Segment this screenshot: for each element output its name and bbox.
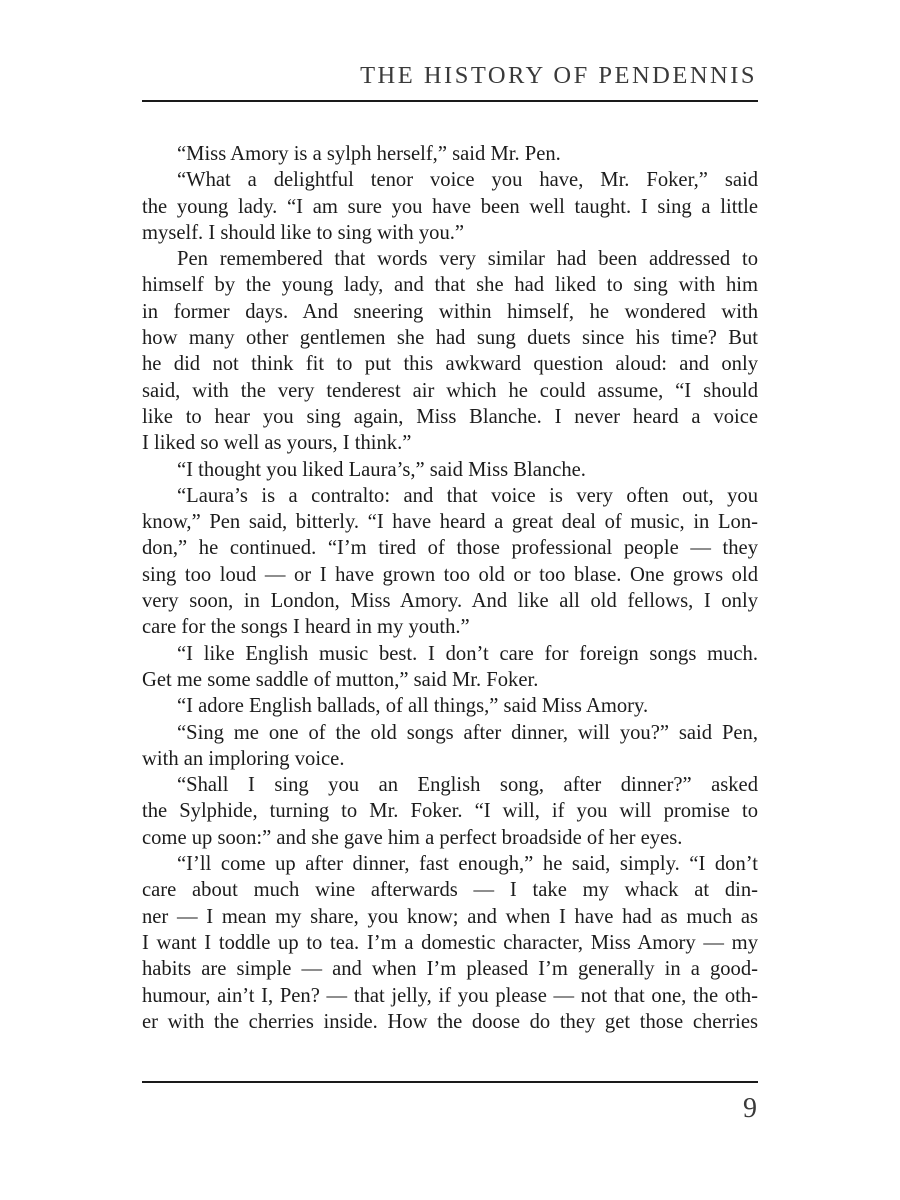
text-line: very soon, in London, Miss Amory. And like all old fellows, I only (142, 590, 758, 613)
header-rule (142, 100, 758, 102)
text-line: the young lady. “I am sure you have been well taught. I sing a little (142, 195, 758, 218)
text-line: said, with the very tenderest air which he could assume, “I should (142, 379, 758, 402)
text-line: “Miss Amory is a sylph herself,” said Mr. Pen. (177, 143, 561, 165)
text-line: care for the songs I heard in my youth.” (142, 616, 470, 639)
footer-rule (142, 1081, 758, 1083)
text-line: come up soon:” and she gave him a perfect broadside of her eyes. (142, 826, 683, 849)
text-line: myself. I should like to sing with you.” (142, 221, 465, 244)
running-head-title: THE HISTORY OF PENDENNIS (360, 62, 757, 89)
text-line: “I thought you liked Laura’s,” said Miss Blanche. (177, 458, 586, 481)
text-line: I liked so well as yours, I think.” (142, 432, 412, 455)
text-line: Get me some saddle of mutton,” said Mr. Foker. (142, 668, 539, 691)
text-line: the Sylphide, turning to Mr. Foker. “I will, if you will promise to (142, 800, 758, 823)
text-line: “I’ll come up after dinner, fast enough,” he said, simply. “I don’t (177, 853, 758, 876)
text-line: habits are simple — and when I’m pleased I’m generally in a good- (142, 958, 758, 981)
text-line: Pen remembered that words very similar had been addressed to (177, 248, 758, 271)
page-number: 9 (743, 1093, 757, 1124)
text-line: how many other gentlemen she had sung duets since his time? But (142, 327, 758, 350)
text-line: know,” Pen said, bitterly. “I have heard a great deal of music, in Lon- (142, 511, 758, 534)
text-line: humour, ain’t I, Pen? — that jelly, if you please — not that one, the oth- (142, 984, 758, 1007)
text-line: “Laura’s is a contralto: and that voice is very often out, you (177, 484, 758, 507)
text-line: himself by the young lady, and that she had liked to sing with him (142, 274, 758, 297)
text-line: care about much wine afterwards — I take my whack at din- (142, 879, 758, 902)
text-line: er with the cherries inside. How the doose do they get those cherries (142, 1010, 758, 1033)
text-line: I want I toddle up to tea. I’m a domestic character, Miss Amory — my (142, 931, 758, 954)
text-line: he did not think fit to put this awkward question aloud: and only (142, 353, 758, 376)
text-line: in former days. And sneering within himself, he wondered with (142, 300, 758, 323)
text-line: “Shall I sing you an English song, after dinner?” asked (177, 774, 758, 797)
text-line: “I adore English ballads, of all things,” said Miss Amory. (177, 695, 649, 718)
text-line: “What a delightful tenor voice you have, Mr. Foker,” said (177, 169, 758, 192)
text-line: don,” he continued. “I’m tired of those professional people — they (142, 537, 758, 560)
text-line: ner — I mean my share, you know; and when I have had as much as (142, 905, 758, 928)
text-line: sing too loud — or I have grown too old or too blase. One grows old (142, 563, 758, 586)
body-text (142, 141, 758, 1035)
text-line: “I like English music best. I don’t care for foreign songs much. (177, 642, 758, 665)
text-line: like to hear you sing again, Miss Blanche. I never heard a voice (142, 405, 758, 428)
text-line: with an imploring voice. (142, 747, 345, 770)
text-line: “Sing me one of the old songs after dinner, will you?” said Pen, (177, 721, 758, 744)
